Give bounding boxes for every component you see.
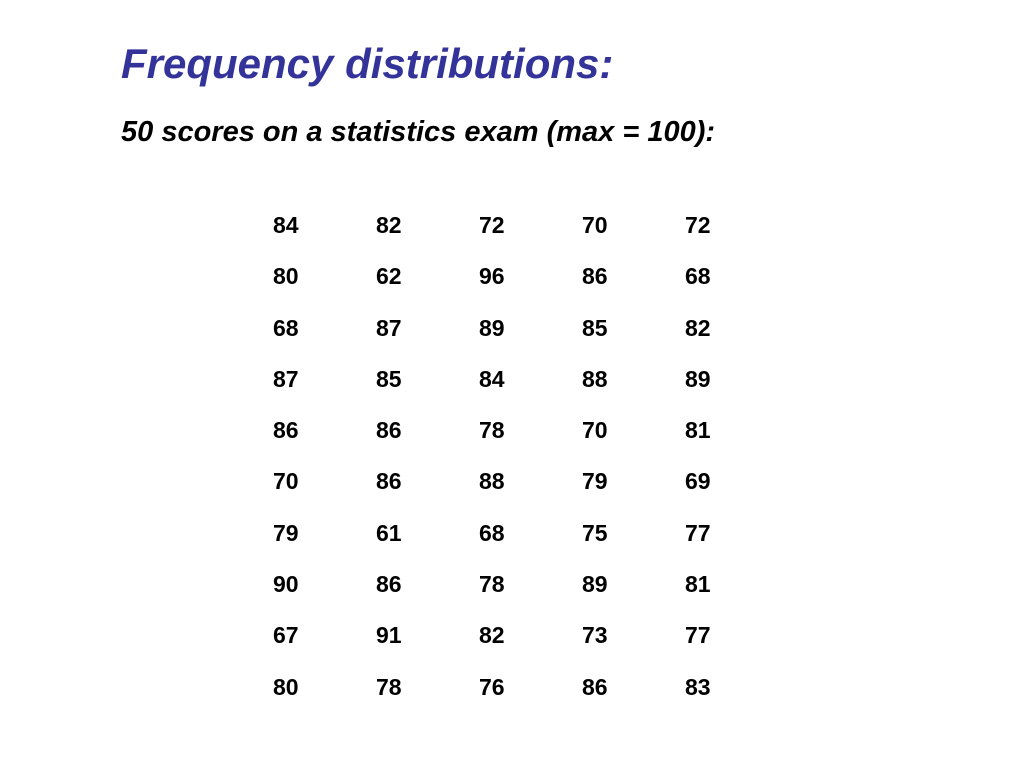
- score-cell: 83: [685, 673, 711, 700]
- score-cell: 72: [685, 212, 711, 238]
- score-cell: 86: [273, 417, 299, 444]
- score-cell: 86: [376, 417, 402, 444]
- score-cell: 86: [376, 468, 402, 495]
- score-cell: 89: [582, 571, 608, 598]
- score-cell: 77: [685, 622, 711, 649]
- score-cell: 68: [479, 519, 505, 546]
- score-cell: 88: [582, 365, 608, 392]
- score-cell: 77: [685, 519, 711, 546]
- score-cell: 76: [479, 673, 505, 700]
- score-cell: 87: [376, 314, 402, 341]
- score-cell: 82: [685, 314, 711, 341]
- score-cell: 79: [582, 468, 608, 495]
- slide-title: Frequency distributions:: [121, 40, 614, 87]
- scores-grid: [273, 200, 788, 713]
- score-cell: 90: [273, 571, 299, 598]
- score-cell: 89: [685, 365, 711, 392]
- score-cell: 84: [479, 365, 505, 392]
- score-cell: 68: [273, 314, 299, 341]
- score-cell: 69: [685, 468, 711, 495]
- score-cell: 85: [376, 365, 402, 392]
- score-cell: 82: [479, 622, 505, 649]
- score-cell: 80: [273, 263, 299, 290]
- score-cell: 72: [479, 212, 505, 238]
- score-cell: 89: [479, 314, 505, 341]
- score-cell: 62: [376, 263, 402, 290]
- score-cell: 82: [376, 212, 402, 238]
- slide-subtitle: 50 scores on a statistics exam (max = 100):: [121, 116, 716, 148]
- score-cell: 78: [479, 417, 505, 444]
- score-cell: 70: [273, 468, 299, 495]
- score-cell: 75: [582, 519, 608, 546]
- score-cell: 78: [376, 673, 402, 700]
- score-cell: 81: [685, 417, 711, 444]
- score-cell: 86: [376, 571, 402, 598]
- score-cell: 86: [582, 673, 608, 700]
- score-cell: 61: [376, 519, 402, 546]
- score-cell: 96: [479, 263, 505, 290]
- score-cell: 85: [582, 314, 608, 341]
- score-cell: 88: [479, 468, 505, 495]
- score-cell: 91: [376, 622, 402, 649]
- score-cell: 80: [273, 673, 299, 700]
- score-cell: 87: [273, 365, 299, 392]
- score-cell: 73: [582, 622, 608, 649]
- score-cell: 81: [685, 571, 711, 598]
- score-cell: 70: [582, 417, 608, 444]
- score-cell: 86: [582, 263, 608, 290]
- score-cell: 84: [273, 212, 299, 238]
- score-cell: 79: [273, 519, 299, 546]
- score-cell: 70: [582, 212, 608, 238]
- score-cell: 68: [685, 263, 711, 290]
- score-cell: 67: [273, 622, 299, 649]
- score-cell: 78: [479, 571, 505, 598]
